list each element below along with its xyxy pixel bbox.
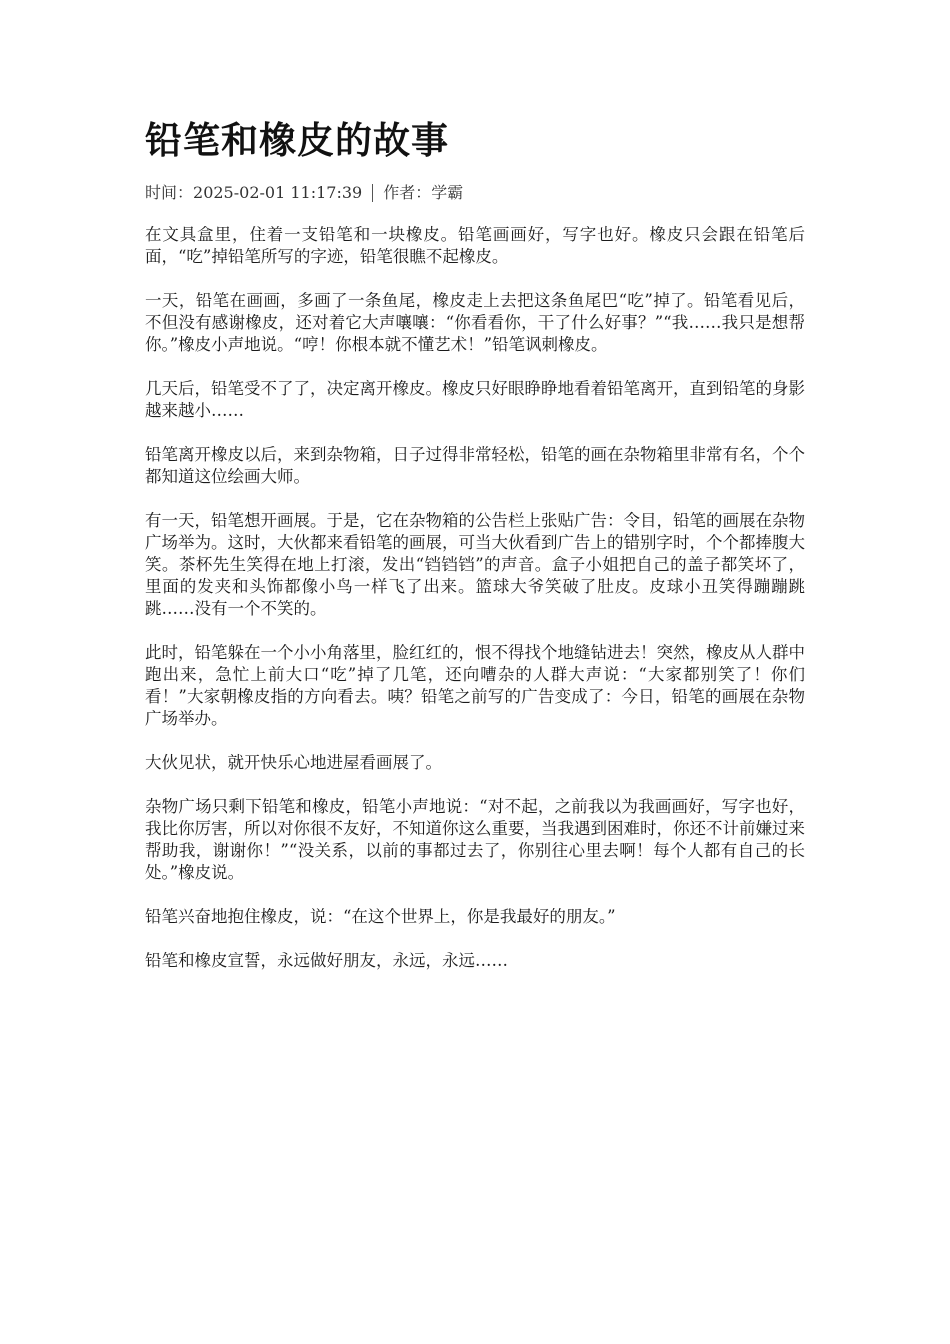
- paragraph: 大伙见状，就开快乐心地进屋看画展了。: [145, 753, 442, 772]
- time-label: 时间：: [145, 183, 194, 202]
- article: [145, 112, 805, 994]
- paragraph: 此时，铅笔躲在一个小小角落里，脸红红的，恨不得找个地缝钻进去！突然，橡皮从人群中跑出来，急忙上前大口“吃”掉了几笔，还向嘈杂的人群大声说：“大家都别笑了！你们看！”大家朝橡皮指的方向看去。咦？铅笔之前写的广告变成了：今日，铅笔的画展在杂物广场举办。: [145, 643, 805, 728]
- article-title: 铅笔和橡皮的故事: [145, 118, 449, 162]
- time-value: 2025-02-01 11:17:39: [193, 183, 363, 202]
- paragraph: 有一天，铅笔想开画展。于是，它在杂物箱的公告栏上张贴广告：令目，铅笔的画展在杂物广场举为。这时，大伙都来看铅笔的画展，可当大伙看到广告上的错别字时，个个都捧腹大笑。茶杯先生笑得在地上打滚，发出“铛铛铛”的声音。盒子小姐把自己的盖子都笑坏了，里面的发夹和头饰都像小鸟一样飞了出来。篮球大爷笑破了肚皮。皮球小丑笑得蹦蹦跳跳……没有一个不笑的。: [145, 511, 805, 618]
- author-value: 学霸: [431, 183, 464, 202]
- article-body: [145, 224, 805, 972]
- paragraph: 铅笔和橡皮宣誓，永远做好朋友，永远，永远……: [145, 951, 508, 970]
- paragraph: 在文具盒里，住着一支铅笔和一块橡皮。铅笔画画好，写字也好。橡皮只会跟在铅笔后面，“吃”掉铅笔所写的字迹，铅笔很瞧不起橡皮。: [145, 225, 805, 266]
- author-label: 作者：: [383, 183, 432, 202]
- paragraph: 铅笔兴奋地抱住橡皮，说：“在这个世界上，你是我最好的朋友。”: [145, 907, 616, 926]
- paragraph: 杂物广场只剩下铅笔和橡皮，铅笔小声地说：“对不起，之前我以为我画画好，写字也好，我比你厉害，所以对你很不友好，不知道你这么重要，当我遇到困难时，你还不计前嫌过来帮助我，谢谢你！”“没关系，以前的事都过去了，你别往心里去啊！每个人都有自己的长处。”橡皮说。: [145, 797, 805, 882]
- paragraph: 几天后，铅笔受不了了，决定离开橡皮。橡皮只好眼睁睁地看着铅笔离开，直到铅笔的身影越来越小……: [145, 379, 805, 420]
- paragraph: 一天，铅笔在画画，多画了一条鱼尾，橡皮走上去把这条鱼尾巴“吃”掉了。铅笔看见后，不但没有感谢橡皮，还对着它大声嚷嚷：“你看看你，干了什么好事？”“我……我只是想帮你。”橡皮小声地说。“哼！你根本就不懂艺术！”铅笔讽刺橡皮。: [145, 291, 805, 354]
- paragraph: 铅笔离开橡皮以后，来到杂物箱，日子过得非常轻松，铅笔的画在杂物箱里非常有名，个个都知道这位绘画大师。: [145, 445, 805, 486]
- meta-divider: [372, 184, 373, 202]
- article-meta: [145, 182, 805, 204]
